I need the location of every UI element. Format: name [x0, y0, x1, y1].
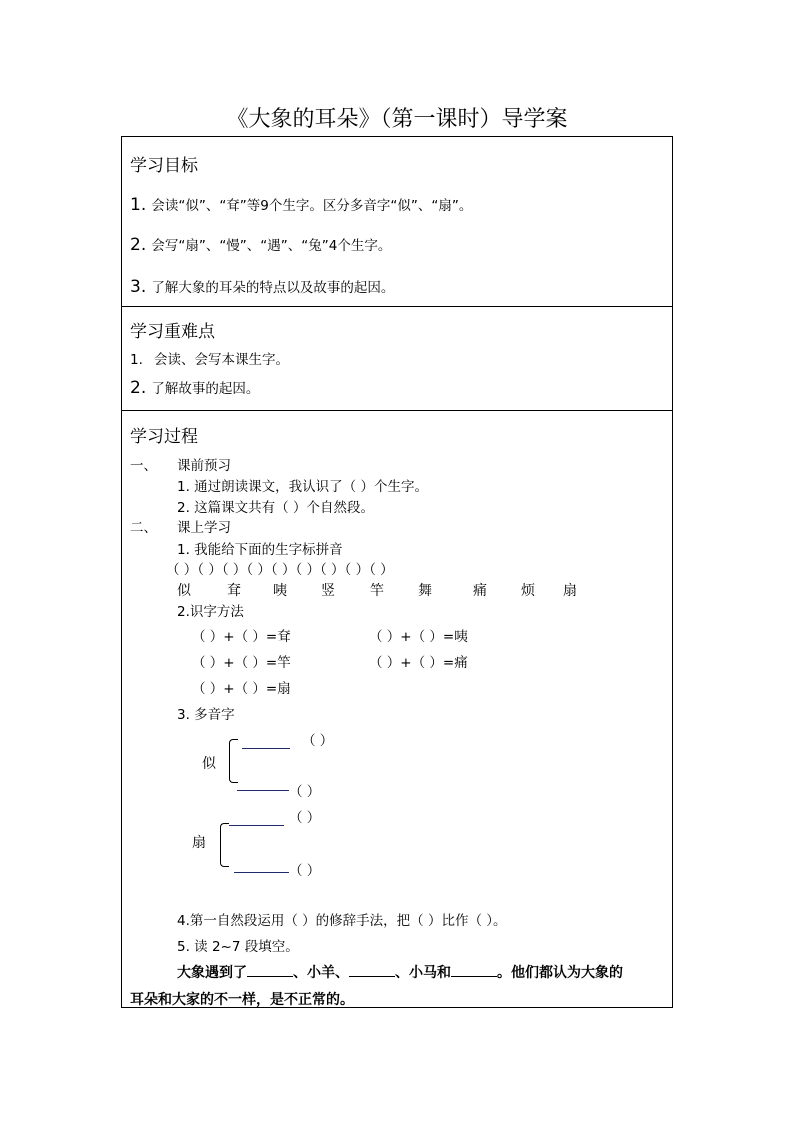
- keypoint-number: 1.: [130, 352, 143, 368]
- part2-title: 课上学习: [177, 520, 231, 536]
- fill-blank[interactable]: [451, 962, 497, 977]
- part2-question-3: 3. 多音字: [177, 707, 235, 723]
- keypoint-text: 了解故事的起因。: [151, 381, 260, 397]
- formula: （ ）+（ ）=扇: [192, 681, 291, 697]
- fill-text: 、小马和: [395, 965, 451, 981]
- part1-title: 课前预习: [177, 458, 231, 474]
- goal-number: 2.: [130, 235, 147, 255]
- goals-section: [121, 136, 673, 307]
- page-title: 《大象的耳朵》（第一课时）导学案: [226, 107, 568, 132]
- answer-line: [234, 872, 289, 873]
- fill-in-sentence: [177, 962, 623, 982]
- polyphone-char: 似: [202, 756, 216, 772]
- part1-question-1: 1. 通过朗读课文，我认识了（ ）个生字。: [177, 479, 428, 495]
- keypoint-text: 会读、会写本课生字。: [153, 352, 289, 368]
- part2-question-5: 5. 读 2~7 段填空。: [177, 939, 299, 955]
- goal-number: 1.: [130, 195, 147, 215]
- goal-item: [130, 234, 391, 255]
- formula: （ ）+（ ）=痛: [369, 655, 468, 671]
- goal-item: [130, 276, 394, 297]
- part1-label: 一、: [130, 458, 157, 474]
- polyphone-blank: （ ）: [302, 733, 334, 749]
- char-item: 痛: [473, 583, 487, 599]
- polyphone-char: 扇: [192, 835, 206, 851]
- polyphone-blank: （ ）: [289, 863, 321, 879]
- char-item: 耷: [227, 583, 241, 599]
- part2-question-4: 4.第一自然段运用（ ）的修辞手法，把（ ）比作（ ）。: [177, 913, 507, 929]
- part2-question-1: 1. 我能给下面的生字标拼音: [177, 542, 343, 558]
- formula: （ ）+（ ）=竿: [192, 655, 291, 671]
- goal-text: 会写“扇”、“慢”、“遇”、“兔”4个生字。: [151, 238, 392, 254]
- goal-number: 3.: [130, 277, 147, 297]
- char-item: 竿: [370, 583, 384, 599]
- keypoint-number: 2.: [130, 378, 147, 398]
- goals-heading: 学习目标: [130, 156, 198, 176]
- keypoints-heading: 学习重难点: [130, 322, 215, 342]
- char-item: 咦: [273, 583, 287, 599]
- polyphone-blank: （ ）: [289, 784, 321, 800]
- keypoint-item: [130, 377, 259, 398]
- process-section: [121, 410, 673, 1008]
- process-heading: 学习过程: [130, 427, 198, 447]
- char-item: 似: [177, 583, 191, 599]
- brace-bracket: [229, 739, 238, 783]
- answer-line: [237, 790, 289, 791]
- fill-in-sentence-line2: 耳朵和大家的不一样，是不正常的。: [130, 992, 354, 1008]
- goal-item: [130, 194, 472, 215]
- goal-text: 会读“似”、“耷”等9个生字。区分多音字“似”、“扇”。: [151, 198, 473, 214]
- fill-text: 、小羊、: [293, 965, 349, 981]
- answer-line: [242, 748, 290, 749]
- part2-label: 二、: [130, 520, 157, 536]
- char-item: 扇: [563, 583, 577, 599]
- char-item: 竖: [321, 583, 335, 599]
- keypoint-item: [130, 348, 289, 368]
- fill-text: 大象遇到了: [177, 965, 247, 981]
- polyphone-blank: （ ）: [289, 810, 321, 826]
- part2-question-2: 2.识字方法: [177, 604, 244, 620]
- fill-text: 。他们都认为大象的: [497, 965, 623, 981]
- brace-bracket: [220, 823, 229, 867]
- pinyin-blanks-row: （ ）（ ）（ ）（ ）（ ）（ ）（ ）（ ）（ ）: [166, 562, 394, 578]
- part1-question-2: 2. 这篇课文共有（ ）个自然段。: [177, 500, 374, 516]
- keypoints-section: [121, 306, 673, 411]
- char-item: 烦: [521, 583, 535, 599]
- formula: （ ）+（ ）=咦: [369, 629, 468, 645]
- formula: （ ）+（ ）=耷: [192, 629, 291, 645]
- char-item: 舞: [418, 583, 432, 599]
- fill-blank[interactable]: [247, 962, 293, 977]
- fill-blank[interactable]: [349, 962, 395, 977]
- answer-line: [229, 825, 284, 826]
- goal-text: 了解大象的耳朵的特点以及故事的起因。: [151, 280, 395, 296]
